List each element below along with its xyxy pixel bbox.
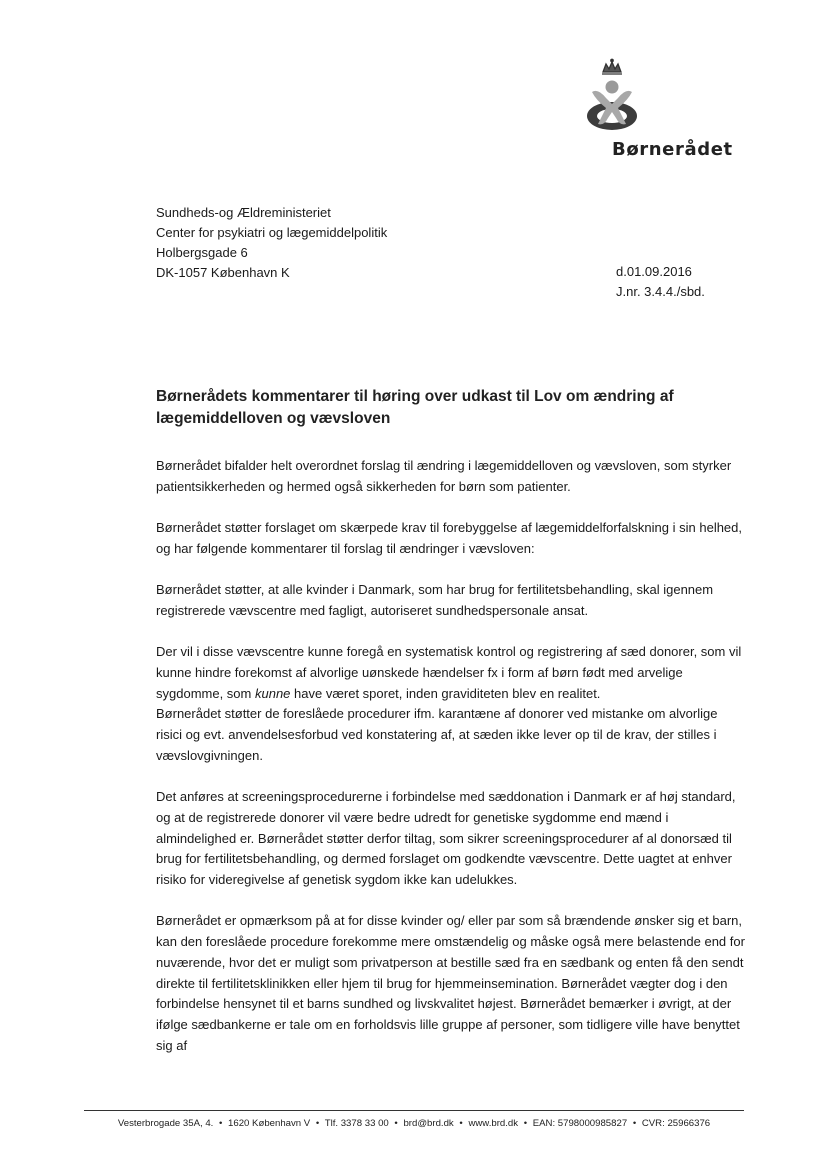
- letter-date: d.01.09.2016: [616, 264, 692, 279]
- document-body: [156, 456, 746, 1077]
- footer-email[interactable]: brd@brd.dk: [403, 1118, 454, 1129]
- recipient-line: Holbergsgade 6: [156, 245, 248, 260]
- journal-number: J.nr. 3.4.4./sbd.: [616, 284, 705, 299]
- borneraadet-logo-icon: [584, 58, 640, 134]
- crown-icon: [602, 59, 622, 74]
- letter-meta: [616, 262, 705, 302]
- footer-divider: [84, 1110, 744, 1111]
- footer-city: 1620 København V: [228, 1118, 311, 1129]
- paragraph-text: have været sporet, inden graviditeten blev en realitet.: [290, 685, 601, 701]
- paragraph: Børnerådet er opmærksom på at for disse kvinder og/ eller par som så brændende ønsker sig et barn, kan den foreslåede procedure forekomme mere omstændelig og måske også mere belastende end for nuværende, hvor det er muligt som privatperson at bestille sæd fra en sædbank og enten få den sendt direkte til fertilitetsklinikken eller hjem til brug for hjemmeinsemination. Børnerådet vægter dog i den forbindelse hensynet til et barns sundhed og livskvalitet højest. Børnerådet bemærker i øvrigt, at der ifølge sædbankerne er tale om en forholdsvis lille gruppe af personer, som tidligere ville have benyttet sig af: [156, 913, 745, 1053]
- paragraph: Børnerådet støtter de foreslåede procedurer ifm. karantæne af donorer ved mistanke om alvorlige risici og evt. anvendelsesforbud ved konstatering af, at sæden ikke lever op til de krav, der stilles i vævslovgivningen.: [156, 706, 718, 763]
- emphasis-text: kunne: [254, 685, 291, 701]
- document-title: Børnerådets kommentarer til høring over udkast til Lov om ændring af lægemiddelloven og vævsloven: [156, 388, 674, 427]
- child-figure-icon: [587, 81, 637, 131]
- separator-dot: •: [632, 1118, 637, 1129]
- recipient-line: Center for psykiatri og lægemiddelpolitik: [156, 225, 388, 240]
- footer-cvr: CVR: 25966376: [641, 1118, 711, 1129]
- paragraph: Det anføres at screeningsprocedurerne i forbindelse med sæddonation i Danmark er af høj standard, og at de registrerede donorer vil være bedre udredt for genetiske sygdomme end mænd i almindelighed er. Børnerådet støtter derfor tiltag, som sikrer screeningsprocedurer af al donorsæd til brug for fertilitetsbehandling, og dermed forslaget om godkendte vævscentre. Dette uagtet at enhver risiko for videregivelse af genetisk sygdom ikke kan udelukkes.: [156, 789, 736, 887]
- separator-dot: •: [459, 1118, 463, 1129]
- recipient-line: Sundheds-og Ældreministeriet: [156, 205, 331, 220]
- paragraph-text: Der vil i disse vævscentre kunne foregå en systematisk kontrol og registrering af sæd donorer, som vil kunne hindre forekomst af alvorlige uønskede hændelser fx i form af børn født med arvelige sygdomme, som: [156, 644, 742, 701]
- recipient-line: DK-1057 København K: [156, 265, 290, 280]
- brand-name: Børnerådet: [612, 139, 733, 160]
- footer-ean: EAN: 5798000985827: [532, 1118, 628, 1129]
- paragraph: Børnerådet støtter forslaget om skærpede krav til forebyggelse af lægemiddelforfalskning i sin helhed, og har følgende kommentarer til forslag til ændringer i vævsloven:: [156, 520, 743, 556]
- separator-dot: •: [394, 1118, 398, 1129]
- separator-dot: •: [523, 1118, 528, 1129]
- separator-dot: •: [219, 1118, 223, 1129]
- paragraph: Børnerådet støtter, at alle kvinder i Danmark, som har brug for fertilitetsbehandling, skal igennem registrerede vævscentre med fagligt, autoriseret sundhedspersonale ansat.: [156, 582, 714, 618]
- separator-dot: •: [315, 1118, 320, 1129]
- paragraph: Børnerådet bifalder helt overordnet forslag til ændring i lægemiddelloven og vævsloven, som styrker patientsikkerheden og hermed også sikkerheden for børn som patienter.: [156, 458, 732, 494]
- footer-contact: [84, 1118, 744, 1129]
- recipient-address: [156, 203, 387, 283]
- paragraph: [156, 642, 746, 704]
- footer-phone: Tlf. 3378 33 00: [324, 1118, 389, 1129]
- footer-address: Vesterbrogade 35A, 4.: [117, 1118, 214, 1129]
- footer-web[interactable]: www.brd.dk: [468, 1118, 519, 1129]
